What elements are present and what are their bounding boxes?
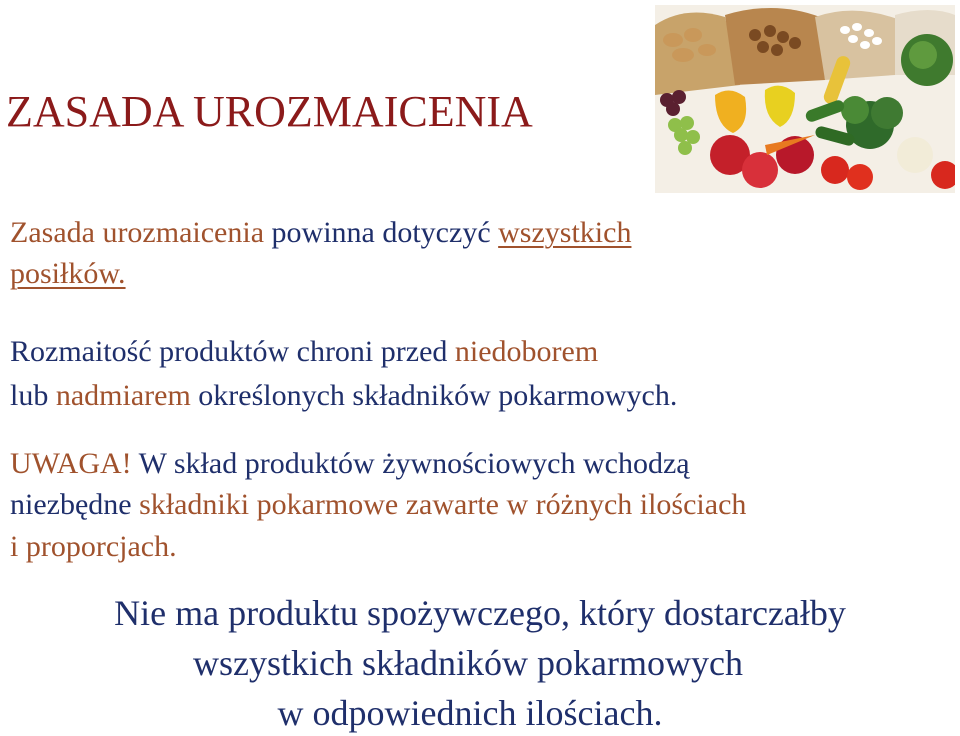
- p1-text-a: Zasada urozmaicenia: [10, 216, 272, 249]
- paragraph-3-line-3: [10, 529, 177, 565]
- p2-text-d: nadmiarem: [55, 379, 199, 412]
- p2-text-a: Rozmaitość produktów chroni przed: [10, 335, 455, 368]
- vegetables-illustration: [655, 5, 955, 193]
- p2-text-b: niedoborem: [454, 335, 599, 368]
- paragraph-4-line-1: Nie ma produktu spożywczego, który dostarczałby: [114, 593, 846, 633]
- paragraph-1-line-1: [10, 215, 631, 251]
- p3-text-e: i proporcjach.: [10, 530, 177, 563]
- p1-text-d: posiłków.: [10, 257, 126, 290]
- p2-text-e: określonych składników pokarmowych.: [198, 379, 678, 412]
- paragraph-2-line-2: [10, 378, 677, 414]
- p3-text-b: W skład produktów żywnościowych wchodzą: [138, 447, 690, 480]
- p3-text-d: składniki pokarmowe zawarte w różnych ilościach: [139, 488, 747, 521]
- vegetables-image: [655, 5, 955, 193]
- p2-text-c: lub: [10, 379, 56, 412]
- paragraph-4-line-2: wszystkich składników pokarmowych: [193, 643, 743, 683]
- p3-text-c: niezbędne: [10, 488, 140, 521]
- paragraph-4-line-3: w odpowiednich ilościach.: [277, 693, 663, 733]
- p1-text-b: powinna dotyczyć: [271, 216, 499, 249]
- paragraph-2-line-1: [10, 334, 598, 370]
- paragraph-3-line-1: [10, 446, 690, 482]
- page-title: ZASADA UROZMAICENIA: [6, 87, 533, 136]
- p1-text-c: wszystkich: [498, 216, 632, 249]
- paragraph-1-line-2: [10, 256, 126, 292]
- paragraph-3-line-2: [10, 487, 746, 523]
- p3-text-a: UWAGA!: [10, 447, 139, 480]
